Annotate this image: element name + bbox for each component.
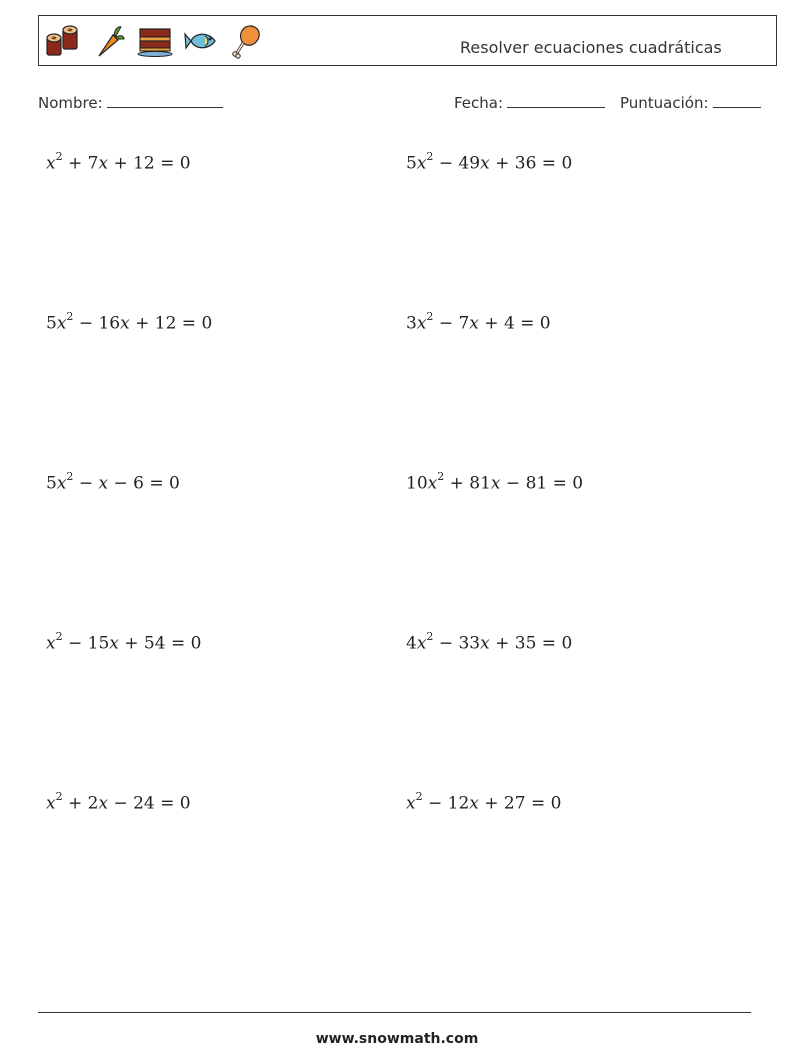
log-rolls-icon (45, 23, 81, 59)
carrot-icon (91, 23, 127, 59)
problem-6: $10x^2 + 81x - 81 = 0$ (406, 470, 584, 494)
icon-strip (45, 22, 265, 60)
problem-5: $5x^2 - x - 6 = 0$ (46, 470, 180, 494)
problem-8: $4x^2 - 33x + 35 = 0$ (406, 630, 573, 654)
worksheet-title: Resolver ecuaciones cuadráticas (460, 38, 722, 57)
footer-divider (38, 1012, 751, 1013)
score-label: Puntuación: (620, 94, 709, 112)
drumstick-icon (229, 23, 265, 59)
worksheet-header (38, 15, 777, 66)
score-field (620, 93, 761, 112)
name-field (38, 93, 223, 112)
fish-icon (183, 23, 219, 59)
problem-1: $x^2 + 7x + 12 = 0$ (46, 150, 191, 174)
problem-3: $5x^2 - 16x + 12 = 0$ (46, 310, 213, 334)
date-label: Fecha: (454, 94, 504, 112)
problem-10: $x^2 - 12x + 27 = 0$ (406, 790, 562, 814)
layer-cake-icon (137, 23, 173, 59)
problem-9: $x^2 + 2x - 24 = 0$ (46, 790, 191, 814)
date-field (454, 93, 605, 112)
score-blank[interactable] (713, 93, 761, 108)
footer-url[interactable]: www.snowmath.com (315, 1031, 479, 1047)
problem-4: $3x^2 - 7x + 4 = 0$ (406, 310, 551, 334)
name-label: Nombre: (38, 94, 103, 112)
date-blank[interactable] (507, 93, 605, 108)
name-blank[interactable] (107, 93, 223, 108)
problem-2: $5x^2 - 49x + 36 = 0$ (406, 150, 573, 174)
problem-7: $x^2 - 15x + 54 = 0$ (46, 630, 202, 654)
